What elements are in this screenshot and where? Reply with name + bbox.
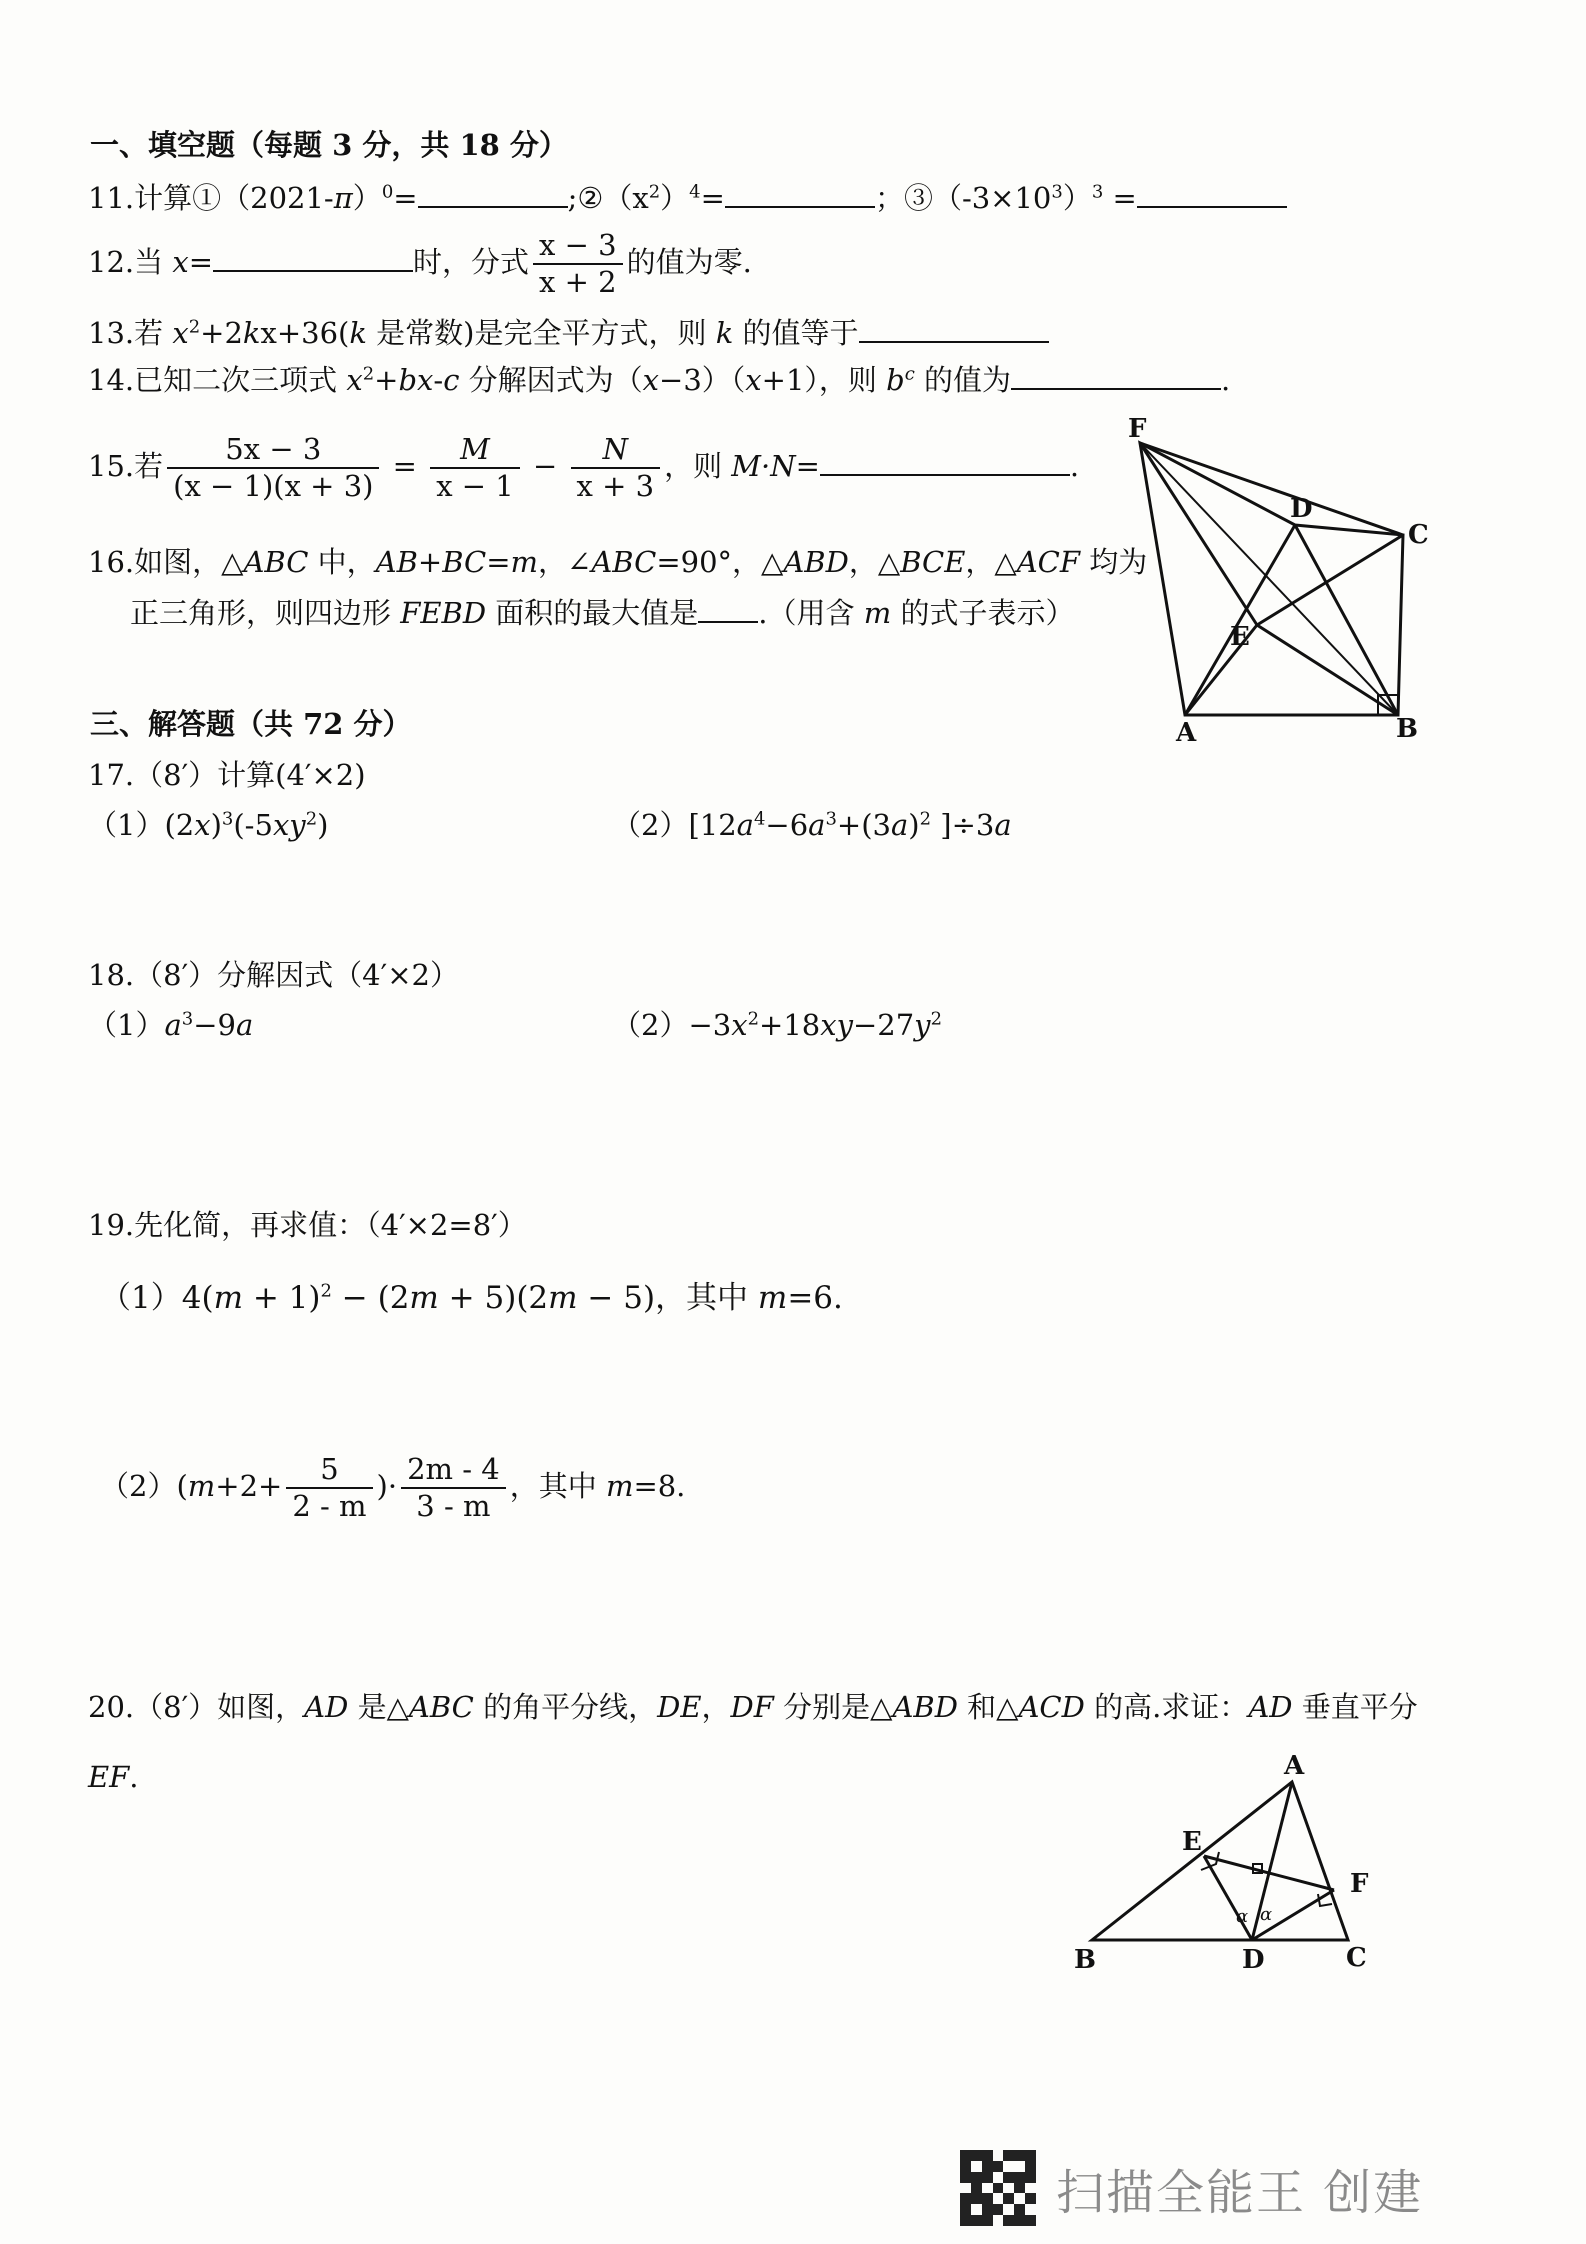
fraction: $\frac{2m - 4}{3 - m}$: [401, 1452, 506, 1524]
fraction: $\frac{M}{x - 1}$: [430, 432, 520, 504]
question-18-part2: $(2)-3x^2+18xy-27y^2$: [612, 1008, 943, 1042]
answer-blank[interactable]: [820, 448, 1070, 476]
fig16-label-E: E: [1230, 622, 1250, 652]
fraction: $\frac{5x - 3}{(x - 1)(x + 3)}$: [167, 432, 379, 504]
qr-code-icon: [960, 2150, 1036, 2226]
question-18-part1: $(1)a^3-9a$: [88, 1008, 254, 1042]
question-17-part2: $(2)[12a^4-6a^3+(3a)^2$ ]÷3a: [612, 808, 1012, 842]
fig20-alpha-left: α: [1236, 1906, 1249, 1927]
fig20-label-E: E: [1182, 1827, 1202, 1857]
watermark-text: 扫描全能王 创建: [1056, 2164, 1424, 2221]
fig16-label-F: F: [1128, 415, 1147, 444]
question-15: 15.若 $\frac{5x - 3}{(x - 1)(x + 3)}$ = $\frac{M}{x - 1}$ − $\frac{N}{x + 3}$ ，则 M·N= .: [88, 432, 1080, 503]
question-20-line2: EF.: [88, 1760, 139, 1794]
answer-blank[interactable]: [859, 315, 1049, 343]
fraction: $\frac{x - 3}{x + 2}$: [533, 228, 623, 300]
question-19-part2: （2）(m+2+ $\frac{5}{2 - m}$ )· $\frac{2m - 4}{3 - m}$ ，其中 m=8.: [100, 1452, 686, 1523]
section1-heading: 一、填空题（每题 3 分，共 18 分）: [90, 128, 568, 162]
fig16-label-D: D: [1290, 494, 1313, 524]
question-19-title: 19.先化简，再求值：（4′×2=8′）: [88, 1208, 527, 1242]
fig20-label-A: A: [1284, 1751, 1305, 1781]
fig16-label-A: A: [1176, 718, 1197, 745]
question-16-line1: 16.如图，△ABC 中，AB+BC=m，∠ABC=90°，△ABD，△BCE，△ACF 均为: [88, 545, 1148, 579]
figure-16: [1110, 415, 1440, 745]
question-17-title: 17.（8′）计算(4′×2): [88, 758, 366, 792]
answer-blank[interactable]: [1011, 362, 1221, 390]
fraction: $\frac{5}{2 - m}$: [286, 1452, 372, 1524]
answer-blank[interactable]: [698, 595, 758, 623]
question-13: 13.若 $x^2+2kx+36(k$ 是常数)是完全平方式，则 k 的值等于: [88, 315, 1049, 351]
question-12: 12.当 x= 时，分式 $\frac{x - 3}{x + 2}$ 的值为零.: [88, 228, 752, 299]
fig20-label-B: B: [1074, 1945, 1096, 1975]
fig20-label-F: F: [1350, 1869, 1369, 1899]
question-18-title: 18.（8′）分解因式（4′×2）: [88, 958, 459, 992]
section3-heading: 三、解答题（共 72 分）: [90, 707, 412, 741]
fig20-label-C: C: [1346, 1943, 1367, 1973]
fig20-label-D: D: [1242, 1945, 1265, 1975]
figure-20: [1070, 1740, 1400, 1980]
fraction: $\frac{N}{x + 3}$: [571, 432, 661, 504]
fig20-alpha-right: α: [1260, 1904, 1273, 1925]
answer-blank[interactable]: [725, 180, 875, 208]
question-17-part1: $(1)(2x)^3(-5xy^2)$: [88, 808, 329, 842]
scanner-watermark: [960, 2150, 1423, 2226]
question-16-line2: 正三角形，则四边形 FEBD 面积的最大值是 .（用含 m 的式子表示）: [130, 596, 1075, 630]
question-20-line1: 20.（8′）如图，AD 是△ABC 的角平分线，DE，DF 分别是△ABD 和△ACD 的高.求证：AD 垂直平分: [88, 1690, 1418, 1724]
fig16-label-B: B: [1396, 714, 1418, 744]
answer-blank[interactable]: [1137, 180, 1287, 208]
question-14: 14.已知二次三项式 $x^2+bx-c$ 分解因式为（x−3）（x+1），则 $b^c$ 的值为 .: [88, 363, 1231, 397]
fig16-label-C: C: [1408, 520, 1429, 550]
question-11: 11.计算$①(2021-\pi)^0=$ $;②(x^2)^4=$ ；$③(-3\times 10^3)^3$ =: [88, 180, 1287, 216]
answer-blank[interactable]: [418, 180, 568, 208]
question-19-part1: $(1)4(m + 1)^2 - (2m + 5)(2m - 5)$，其中 m=6.: [100, 1280, 843, 1316]
answer-blank[interactable]: [213, 244, 413, 272]
